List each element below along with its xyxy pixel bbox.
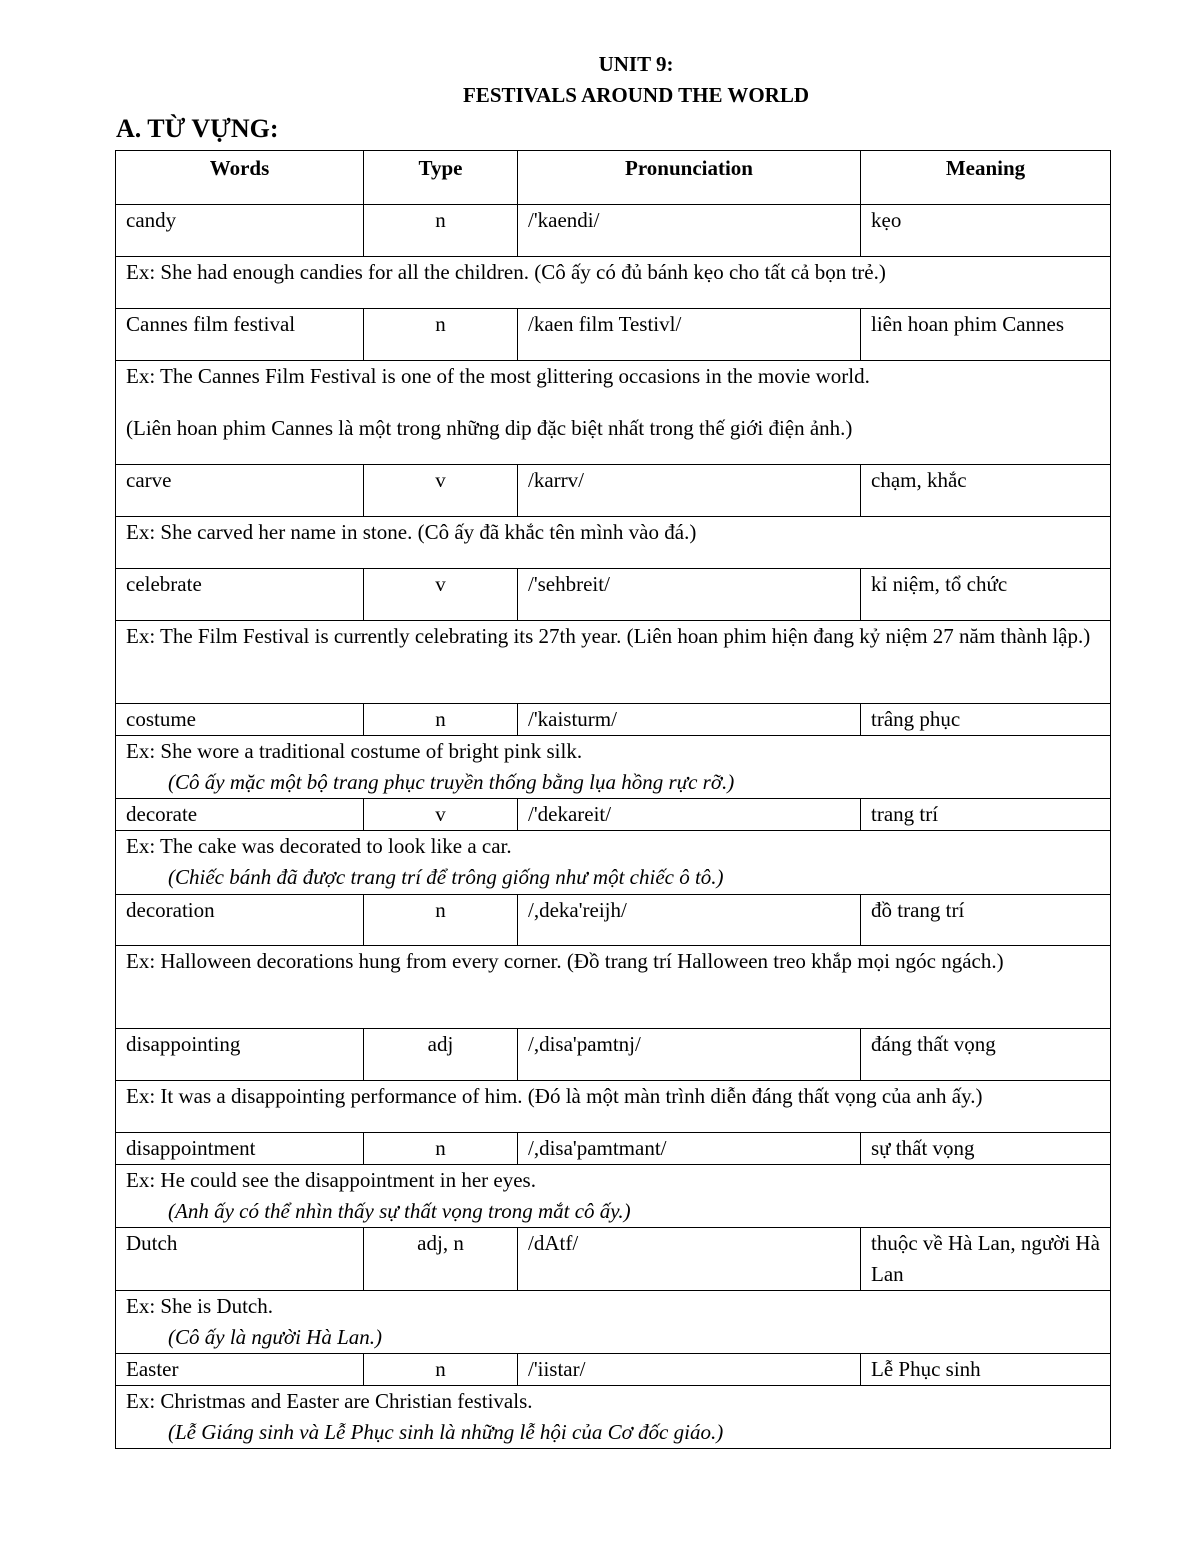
type-cell: n [364, 205, 518, 257]
example-row [116, 361, 1111, 465]
table-row [116, 1029, 1111, 1081]
example-row [116, 1165, 1111, 1228]
word-cell: decorate [116, 799, 364, 831]
type-cell: v [364, 465, 518, 517]
meaning-cell: Lễ Phục sinh [861, 1354, 1111, 1386]
word-cell: candy [116, 205, 364, 257]
meaning-cell: kẹo [861, 205, 1111, 257]
example-cell [116, 1081, 1111, 1133]
example-sentence: Ex: She carved her name in stone. (Cô ấy đã khắc tên mình vào đá.) [126, 520, 697, 544]
table-row [116, 205, 1111, 257]
example-row [116, 946, 1111, 1029]
example-row [116, 517, 1111, 569]
table-row [116, 1133, 1111, 1165]
word-cell: costume [116, 704, 364, 736]
word-cell: Easter [116, 1354, 364, 1386]
example-sentence: Ex: Halloween decorations hung from every corner. (Đồ trang trí Halloween treo khắp mọi ngóc ngách.) [126, 949, 1004, 973]
type-cell: n [364, 1354, 518, 1386]
word-cell: celebrate [116, 569, 364, 621]
meaning-cell: đồ trang trí [861, 895, 1111, 946]
example-translation: (Lễ Giáng sinh và Lễ Phục sinh là những lễ hội của Cơ đốc giáo.) [168, 1420, 724, 1444]
section-heading: A. TỪ VỰNG: [116, 114, 279, 143]
meaning-cell: chạm, khắc [861, 465, 1111, 517]
type-cell: v [364, 569, 518, 621]
example-cell [116, 946, 1111, 1029]
meaning-cell: sự thất vọng [861, 1133, 1111, 1165]
example-sentence: Ex: He could see the disappointment in her eyes. [126, 1168, 536, 1192]
example-cell [116, 257, 1111, 309]
pronunciation-cell: /kaen film Testivl/ [518, 309, 861, 361]
type-cell: n [364, 895, 518, 946]
vocabulary-table [115, 150, 1111, 1449]
example-sentence: Ex: It was a disappointing performance of him. (Đó là một màn trình diễn đáng thất vọng của anh ấy.) [126, 1084, 983, 1108]
unit-subtitle: FESTIVALS AROUND THE WORLD [462, 83, 810, 107]
type-cell: adj, n [364, 1228, 518, 1291]
pronunciation-cell: /,disa'pamtmant/ [518, 1133, 861, 1165]
pronunciation-cell: /dAtf/ [518, 1228, 861, 1291]
pronunciation-cell: /'iistar/ [518, 1354, 861, 1386]
example-translation: (Chiếc bánh đã được trang trí để trông giống như một chiếc ô tô.) [168, 865, 724, 889]
pronunciation-cell: /,disa'pamtnj/ [518, 1029, 861, 1081]
example-sentence: Ex: The Cannes Film Festival is one of the most glittering occasions in the movie world. [126, 364, 870, 388]
table-row [116, 704, 1111, 736]
example-row [116, 831, 1111, 895]
example-row [116, 1081, 1111, 1133]
example-cell [116, 736, 1111, 799]
pronunciation-cell: /'kaisturm/ [518, 704, 861, 736]
meaning-cell: đáng thất vọng [861, 1029, 1111, 1081]
example-sentence: Ex: Christmas and Easter are Christian festivals. [126, 1389, 533, 1413]
table-row [116, 895, 1111, 946]
type-cell: adj [364, 1029, 518, 1081]
word-cell: Cannes film festival [116, 309, 364, 361]
example-row [116, 257, 1111, 309]
example-cell [116, 361, 1111, 465]
pronunciation-cell: /'dekareit/ [518, 799, 861, 831]
word-cell: carve [116, 465, 364, 517]
pronunciation-cell: /,deka'reijh/ [518, 895, 861, 946]
word-cell: decoration [116, 895, 364, 946]
table-body [116, 205, 1111, 1449]
word-cell: disappointing [116, 1029, 364, 1081]
example-translation: (Cô ấy là người Hà Lan.) [168, 1325, 382, 1349]
table-row [116, 1228, 1111, 1291]
table-row [116, 465, 1111, 517]
meaning-cell: kỉ niệm, tổ chức [861, 569, 1111, 621]
example-sentence: Ex: She wore a traditional costume of bright pink silk. [126, 739, 583, 763]
table-row [116, 309, 1111, 361]
example-sentence: Ex: The cake was decorated to look like a car. [126, 834, 512, 858]
example-row [116, 736, 1111, 799]
type-cell: n [364, 309, 518, 361]
example-row [116, 1386, 1111, 1449]
example-translation: (Anh ấy có thể nhìn thấy sự thất vọng trong mắt cô ấy.) [168, 1199, 631, 1223]
pronunciation-cell: /karrv/ [518, 465, 861, 517]
example-row [116, 1291, 1111, 1354]
example-cell [116, 621, 1111, 704]
table-header-row [116, 151, 1111, 205]
pronunciation-cell: /'sehbreit/ [518, 569, 861, 621]
example-translation: (Liên hoan phim Cannes là một trong những dip đặc biệt nhất trong thế giới điện ảnh.) [126, 416, 853, 440]
example-sentence: Ex: She is Dutch. [126, 1294, 273, 1318]
meaning-cell: liên hoan phim Cannes [861, 309, 1111, 361]
example-translation: (Cô ấy mặc một bộ trang phục truyền thống bằng lụa hồng rực rỡ.) [168, 770, 735, 794]
header-meaning: Meaning [861, 151, 1111, 205]
word-cell: Dutch [116, 1228, 364, 1291]
meaning-cell: trang trí [861, 799, 1111, 831]
unit-title: UNIT 9: [598, 52, 674, 76]
header-pronunciation: Pronunciation [518, 151, 861, 205]
meaning-cell: trâng phục [861, 704, 1111, 736]
type-cell: n [364, 704, 518, 736]
word-cell: disappointment [116, 1133, 364, 1165]
type-cell: v [364, 799, 518, 831]
example-cell [116, 517, 1111, 569]
table-row [116, 1354, 1111, 1386]
table-row [116, 569, 1111, 621]
pronunciation-cell: /'kaendi/ [518, 205, 861, 257]
header-words: Words [116, 151, 364, 205]
example-row [116, 621, 1111, 704]
example-cell [116, 1291, 1111, 1354]
table-row [116, 799, 1111, 831]
header-type: Type [364, 151, 518, 205]
example-cell [116, 831, 1111, 895]
example-sentence: Ex: She had enough candies for all the children. (Cô ấy có đủ bánh kẹo cho tất cả bọn trẻ.) [126, 260, 886, 284]
meaning-cell: thuộc về Hà Lan, người Hà Lan [861, 1228, 1111, 1291]
example-cell [116, 1165, 1111, 1228]
example-sentence: Ex: The Film Festival is currently celebrating its 27th year. (Liên hoan phim hiện đang kỷ niệm 27 năm thành lập.) [126, 624, 1091, 648]
type-cell: n [364, 1133, 518, 1165]
example-cell [116, 1386, 1111, 1449]
